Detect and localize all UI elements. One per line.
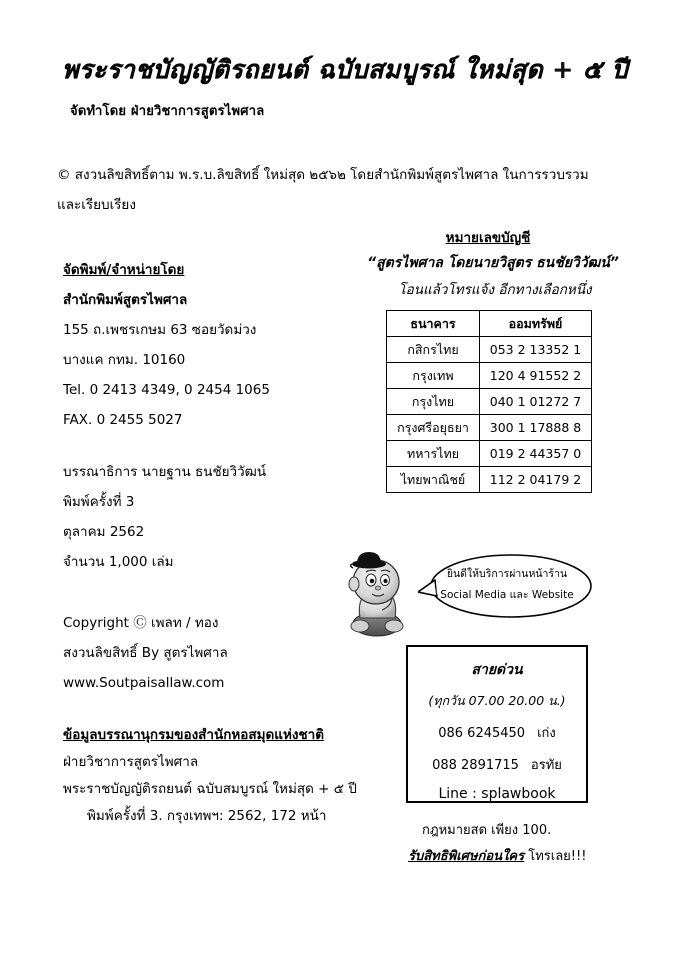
account-holder-name: “สูตรไพศาล โดยนายวิสูตร ธนชัยวิวัฒน์” (367, 255, 619, 271)
website-url[interactable]: www.Soutpaisallaw.com (63, 675, 225, 691)
bank-name: ทหารไทย (387, 441, 480, 467)
bank-accounts-table (386, 310, 592, 493)
footer-promotion (408, 818, 638, 870)
account-number: 040 1 01272 7 (480, 389, 592, 415)
bank-name: กสิกรไทย (387, 337, 480, 363)
bank-name: กรุงไทย (387, 389, 480, 415)
byline: จัดทำโดย ฝ่ายวิชาการสูตรไพศาล (70, 104, 265, 119)
bank-name: กรุงเทพ (387, 363, 480, 389)
spacer (63, 435, 363, 457)
accounts-note: โอนแล้วโทรแจ้ง อีกทางเลือกหนึ่ง (398, 282, 592, 298)
publisher-fax: FAX. 0 2455 5027 (63, 412, 183, 428)
speech-bubble-text (432, 564, 582, 606)
hotline-box (406, 645, 588, 803)
hotline-title: สายด่วน (471, 662, 523, 678)
table-row (387, 363, 592, 389)
account-number: 053 2 13352 1 (480, 337, 592, 363)
hotline-phone-row-1[interactable] (408, 722, 586, 743)
publication-date: ตุลาคม 2562 (63, 524, 145, 540)
hotline-contact-name-1: เก่ง (537, 726, 556, 741)
copyright-by-line: สงวนลิขสิทธิ์ By สูตรไพศาล (63, 645, 228, 661)
bank-name: กรุงศรีอยุธยา (387, 415, 480, 441)
bubble-line-1: ยินดีให้บริการผ่านหน้าร้าน (446, 568, 568, 580)
mascot-baby-icon (338, 548, 416, 640)
table-row (387, 415, 592, 441)
promo-cta-row (408, 844, 638, 870)
table-row (387, 441, 592, 467)
table-header-row (387, 311, 592, 337)
editor-line: บรรณาธิการ นายฐาน ธนชัยวิวัฒน์ (63, 464, 267, 480)
cip-title: พระราชบัญญัติรถยนต์ ฉบับสมบูรณ์ ใหม่สุด + ๕ ปี (63, 781, 357, 797)
publisher-address-line-1: 155 ถ.เพชรเกษม 63 ซอยวัดม่วง (63, 322, 257, 338)
copyright-plate-line: Copyright Ⓒ เพลท / ทอง (63, 615, 219, 631)
account-number: 112 2 04179 2 (480, 467, 592, 493)
copyright-line-2: และเรียบเรียง (57, 197, 136, 213)
cip-heading: ข้อมูลบรรณานุกรมของสำนักหอสมุดแห่งชาติ (63, 727, 325, 743)
table-row (387, 467, 592, 493)
copyright-line-1: © สงวนลิขสิทธิ์ตาม พ.ร.บ.ลิขสิทธิ์ ใหม่สุด ๒๕๖๒ โดยสำนักพิมพ์สูตรไพศาล ในการรวบรวม (57, 167, 589, 183)
cip-author: ฝ่ายวิชาการสูตรไพศาล (63, 754, 199, 770)
publisher-name: สำนักพิมพ์สูตรไพศาล (63, 292, 188, 308)
column-header-bank: ธนาคาร (387, 311, 480, 337)
accounts-heading: หมายเลขบัญชี (445, 230, 531, 246)
table-row (387, 389, 592, 415)
hotline-hours: (ทุกวัน 07.00 20.00 น.) (428, 693, 566, 708)
account-number: 120 4 91552 2 (480, 363, 592, 389)
cip-block (63, 722, 443, 830)
publisher-address-line-2: บางแค กทม. 10160 (63, 352, 186, 368)
account-number: 019 2 44357 0 (480, 441, 592, 467)
promo-cta-tail: โทรเลย!!! (524, 849, 587, 864)
bank-name: ไทยพาณิชย์ (387, 467, 480, 493)
hotline-contact-name-2: อรทัย (530, 758, 562, 773)
print-quantity: จำนวน 1,000 เล่ม (63, 554, 174, 570)
promo-price-text: กฎหมายสด เพียง 100. (422, 823, 552, 838)
hotline-phone-1[interactable]: 086 6245450 (438, 726, 526, 741)
page-title: พระราชบัญญัติรถยนต์ ฉบับสมบูรณ์ ใหม่สุด + ๕ ปี (62, 55, 628, 84)
hotline-line-id[interactable]: Line : splawbook (438, 786, 556, 802)
table-row (387, 337, 592, 363)
edition-line: พิมพ์ครั้งที่ 3 (63, 494, 135, 510)
speech-bubble (418, 552, 594, 620)
publisher-block (63, 255, 363, 577)
promo-cta-link[interactable]: รับสิทธิพิเศษก่อนใคร (408, 849, 525, 864)
column-header-savings: ออมทรัพย์ (480, 311, 592, 337)
hotline-phone-2[interactable]: 088 2891715 (432, 758, 519, 773)
publisher-telephone: Tel. 0 2413 4349, 0 2454 1065 (63, 382, 270, 398)
copyright-paragraph (57, 160, 629, 220)
bubble-line-2: Social Media และ Website (440, 589, 574, 601)
hotline-phone-row-2[interactable] (408, 754, 586, 775)
publisher-heading: จัดพิมพ์/จำหน่ายโดย (63, 262, 185, 278)
cip-imprint: พิมพ์ครั้งที่ 3. กรุงเทพฯ: 2562, 172 หน้า (87, 808, 327, 824)
account-number: 300 1 17888 8 (480, 415, 592, 441)
